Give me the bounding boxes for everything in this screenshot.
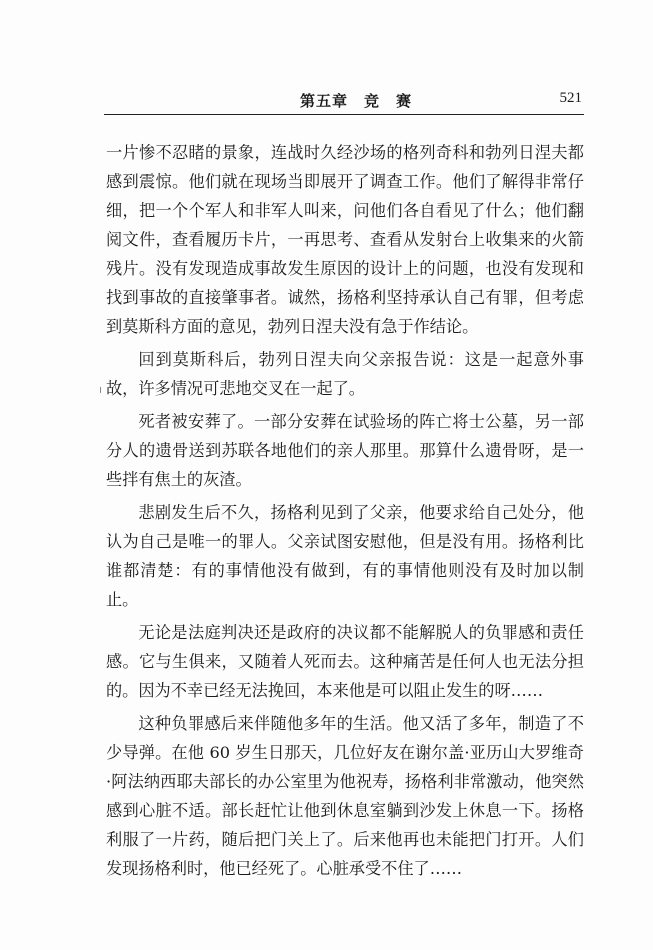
header-rule bbox=[104, 114, 584, 115]
margin-mark bbox=[100, 387, 101, 393]
paragraph: 悲剧发生后不久，扬格利见到了父亲，他要求给自己处分，他认为自己是唯一的罪人。父亲试图安慰他，但是没有用。扬格利比谁都清楚：有的事情他没有做到，有的事情他则没有及时加以制止。 bbox=[106, 503, 584, 609]
paragraph: 回到莫斯科后，勃列日涅夫向父亲报告说：这是一起意外事故，许多情况可悲地交叉在一起了。 bbox=[106, 350, 584, 398]
chapter-title: 第五章 竞 赛 bbox=[300, 92, 413, 110]
paragraph: 这种负罪感后来伴随他多年的生活。他又活了多年，制造了不少导弹。在他 60 岁生日那天，几位好友在谢尔盖·亚历山大罗维奇·阿法纳西耶夫部长的办公室里为他祝寿，扬格利非常激动，他突然感到心脏不适。部长赶忙让他到休息室躺到沙发上休息一下。扬格利服了一片药，随后把门关上了。后来他再也未能把门打开。人们发现扬格利时，他已经死了。心脏承受不住了…… bbox=[106, 714, 584, 878]
paragraph: 死者被安葬了。一部分安葬在试验场的阵亡将士公墓，另一部分人的遗骨送到苏联各地他们的亲人那里。那算什么遗骨呀，是一些拌有焦土的灰渣。 bbox=[106, 412, 584, 489]
paragraph: 一片惨不忍睹的景象，连战时久经沙场的格列奇科和勃列日涅夫都感到震惊。他们就在现场当即展开了调查工作。他们了解得非常仔细，把一个个军人和非军人叫来，问他们各自看见了什么；他们翻阅文件，查看履历卡片，一再思考、查看从发射台上收集来的火箭残片。没有发现造成事故发生原因的设计上的问题，也没有发现和找到事故的直接肇事者。诚然，扬格利坚持承认自己有罪，但考虑到莫斯科方面的意见，勃列日涅夫没有急于作结论。 bbox=[106, 143, 584, 336]
running-head bbox=[104, 82, 584, 116]
paragraph: 无论是法庭判决还是政府的决议都不能解脱人的负罪感和责任感。它与生俱来，又随着人死而去。这种痛苦是任何人也无法分担的。因为不幸已经无法挽回，本来他是可以阻止发生的呀…… bbox=[106, 623, 584, 700]
page-number: 521 bbox=[559, 90, 582, 106]
body-text bbox=[106, 138, 584, 887]
